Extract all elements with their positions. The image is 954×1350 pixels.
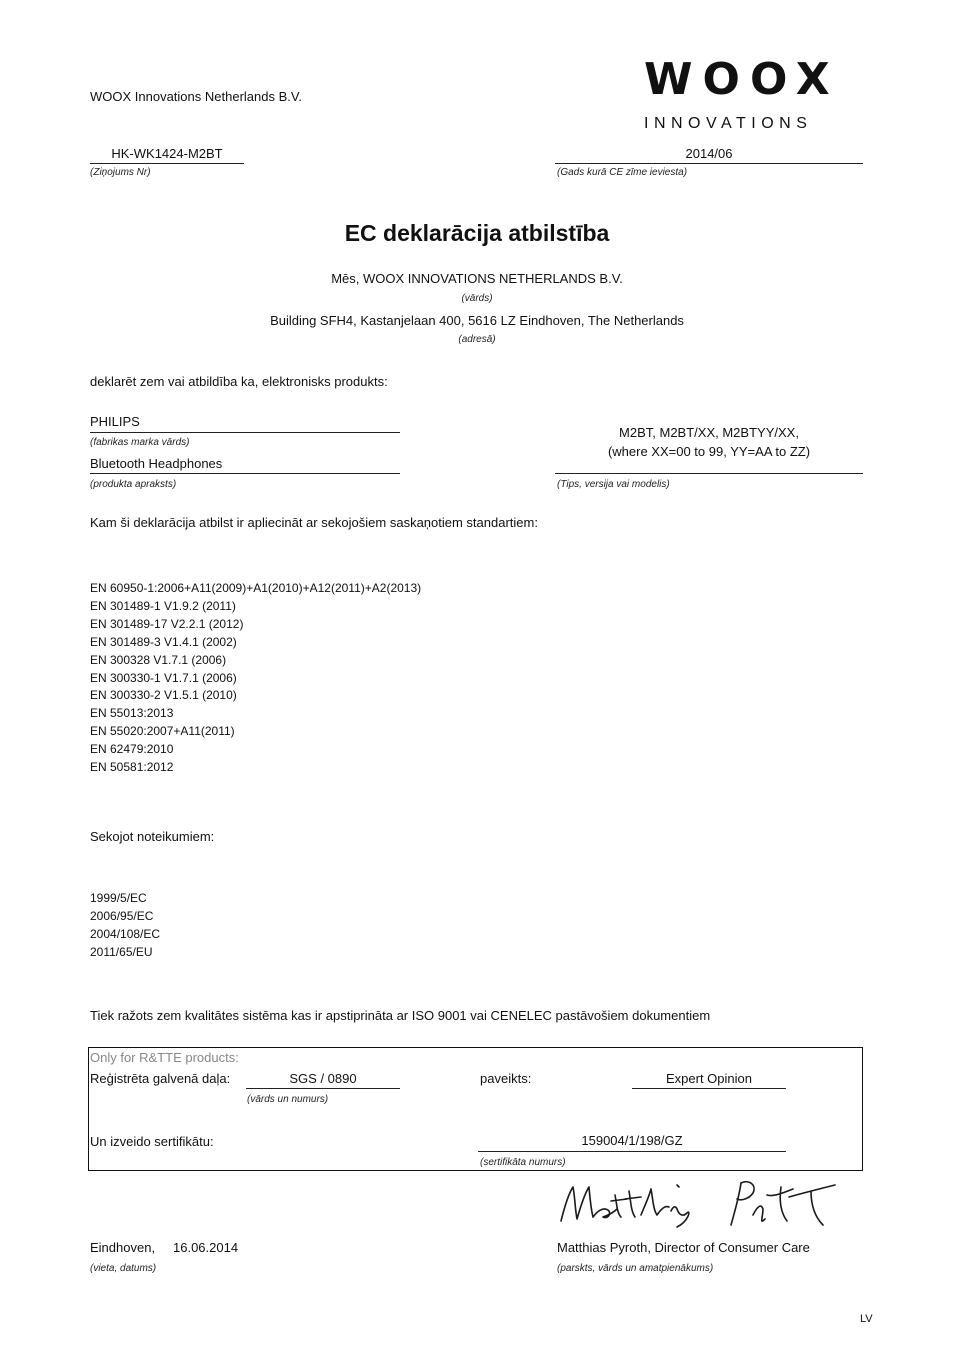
standard-item: EN 301489-1 V1.9.2 (2011) bbox=[90, 598, 236, 613]
standard-item: EN 50581:2012 bbox=[90, 760, 174, 775]
standard-item: EN 60950-1:2006+A11(2009)+A1(2010)+A12(2011)+A2(2013) bbox=[90, 581, 422, 595]
certificate-caption: (sertifikāta numurs) bbox=[480, 1157, 566, 1168]
model-caption: (Tips, versija vai modelis) bbox=[557, 479, 670, 490]
place-city: Eindhoven, bbox=[90, 1240, 156, 1255]
language-code: LV bbox=[860, 1313, 873, 1325]
signer-caption: (parskts, vārds un amatpienākums) bbox=[557, 1263, 714, 1274]
directive-item: 2004/108/EC bbox=[90, 926, 161, 941]
directive-item: 2011/65/EU bbox=[90, 944, 153, 959]
woox-logo bbox=[644, 54, 844, 133]
standards-list bbox=[90, 580, 421, 777]
place-date: 16.06.2014 bbox=[173, 1240, 239, 1255]
declarant-address-caption: (adresā) bbox=[458, 334, 496, 345]
report-number-line bbox=[90, 163, 244, 164]
directives-intro: Sekojot noteikumiem: bbox=[90, 829, 215, 844]
product-caption: (produkta apraksts) bbox=[90, 479, 177, 490]
standard-item: EN 62479:2010 bbox=[90, 742, 174, 757]
signature-image bbox=[553, 1175, 843, 1237]
directive-item: 2006/95/EC bbox=[90, 908, 154, 923]
notified-body-label: Reģistrēta galvenā daļa: bbox=[90, 1071, 231, 1086]
product-description: Bluetooth Headphones bbox=[90, 456, 223, 471]
model-line-2: (where XX=00 to 99, YY=AA to ZZ) bbox=[607, 444, 811, 459]
declarant-name-caption: (vārds) bbox=[461, 293, 493, 304]
standard-item: EN 300330-2 V1.5.1 (2010) bbox=[90, 688, 237, 703]
performed-value: Expert Opinion bbox=[666, 1071, 752, 1086]
ce-year-line bbox=[555, 163, 863, 164]
ce-year-caption: (Gads kurā CE zīme ieviesta) bbox=[557, 167, 688, 178]
place-date-caption: (vieta, datums) bbox=[90, 1263, 157, 1274]
standard-item: EN 55013:2013 bbox=[90, 706, 174, 721]
product-line bbox=[90, 473, 400, 474]
model-line-1: M2BT, M2BT/XX, M2BTYY/XX, bbox=[619, 425, 799, 440]
declarant-address: Building SFH4, Kastanjelaan 400, 5616 LZ Eindhoven, The Netherlands bbox=[270, 313, 684, 328]
standard-item: EN 301489-17 V2.2.1 (2012) bbox=[90, 616, 244, 631]
standard-item: EN 300328 V1.7.1 (2006) bbox=[90, 652, 227, 667]
brand-name: PHILIPS bbox=[90, 414, 140, 429]
notified-body-caption: (vārds un numurs) bbox=[247, 1094, 329, 1105]
page-title: EC deklarācija atbilstība bbox=[344, 220, 610, 246]
declare-text: deklarēt zem vai atbildība ka, elektronisks produkts: bbox=[90, 374, 388, 389]
quality-statement: Tiek ražots zem kvalitātes sistēma kas ir apstiprināta ar ISO 9001 vai CENELEC pastāvošiem dokumentiem bbox=[90, 1008, 711, 1023]
performed-line bbox=[632, 1088, 786, 1089]
declarant-name: Mēs, WOOX INNOVATIONS NETHERLANDS B.V. bbox=[331, 271, 623, 286]
model-line bbox=[555, 473, 863, 474]
standard-item: EN 300330-1 V1.7.1 (2006) bbox=[90, 670, 237, 685]
standard-item: EN 55020:2007+A11(2011) bbox=[90, 724, 235, 739]
standard-item: EN 301489-3 V1.4.1 (2002) bbox=[90, 634, 237, 649]
brand-caption: (fabrikas marka vārds) bbox=[90, 437, 190, 448]
report-number: HK-WK1424-M2BT bbox=[111, 146, 223, 161]
notified-body-value: SGS / 0890 bbox=[289, 1071, 357, 1086]
report-number-caption: (Ziņojums Nr) bbox=[90, 167, 151, 178]
directives-list bbox=[90, 890, 160, 962]
standards-intro: Kam ši deklarācija atbilst ir apliecināt ar sekojošiem saskaņotiem standartiem: bbox=[90, 515, 538, 530]
rtte-box bbox=[88, 1047, 863, 1171]
signer-name: Matthias Pyroth, Director of Consumer Care bbox=[557, 1240, 810, 1255]
brand-line bbox=[90, 432, 400, 433]
company-name: WOOX Innovations Netherlands B.V. bbox=[90, 89, 302, 104]
performed-label: paveikts: bbox=[480, 1071, 532, 1086]
rtte-heading: Only for R&TTE products: bbox=[90, 1050, 239, 1065]
certificate-line bbox=[478, 1151, 786, 1152]
notified-body-line bbox=[246, 1088, 400, 1089]
logo-sub-text: INNOVATIONS bbox=[644, 115, 813, 132]
directive-item: 1999/5/EC bbox=[90, 891, 147, 905]
certificate-value: 159004/1/198/GZ bbox=[581, 1133, 683, 1148]
certificate-label: Un izveido sertifikātu: bbox=[90, 1134, 214, 1149]
ce-year: 2014/06 bbox=[685, 146, 733, 161]
logo-main-text: WOOX bbox=[644, 54, 840, 105]
